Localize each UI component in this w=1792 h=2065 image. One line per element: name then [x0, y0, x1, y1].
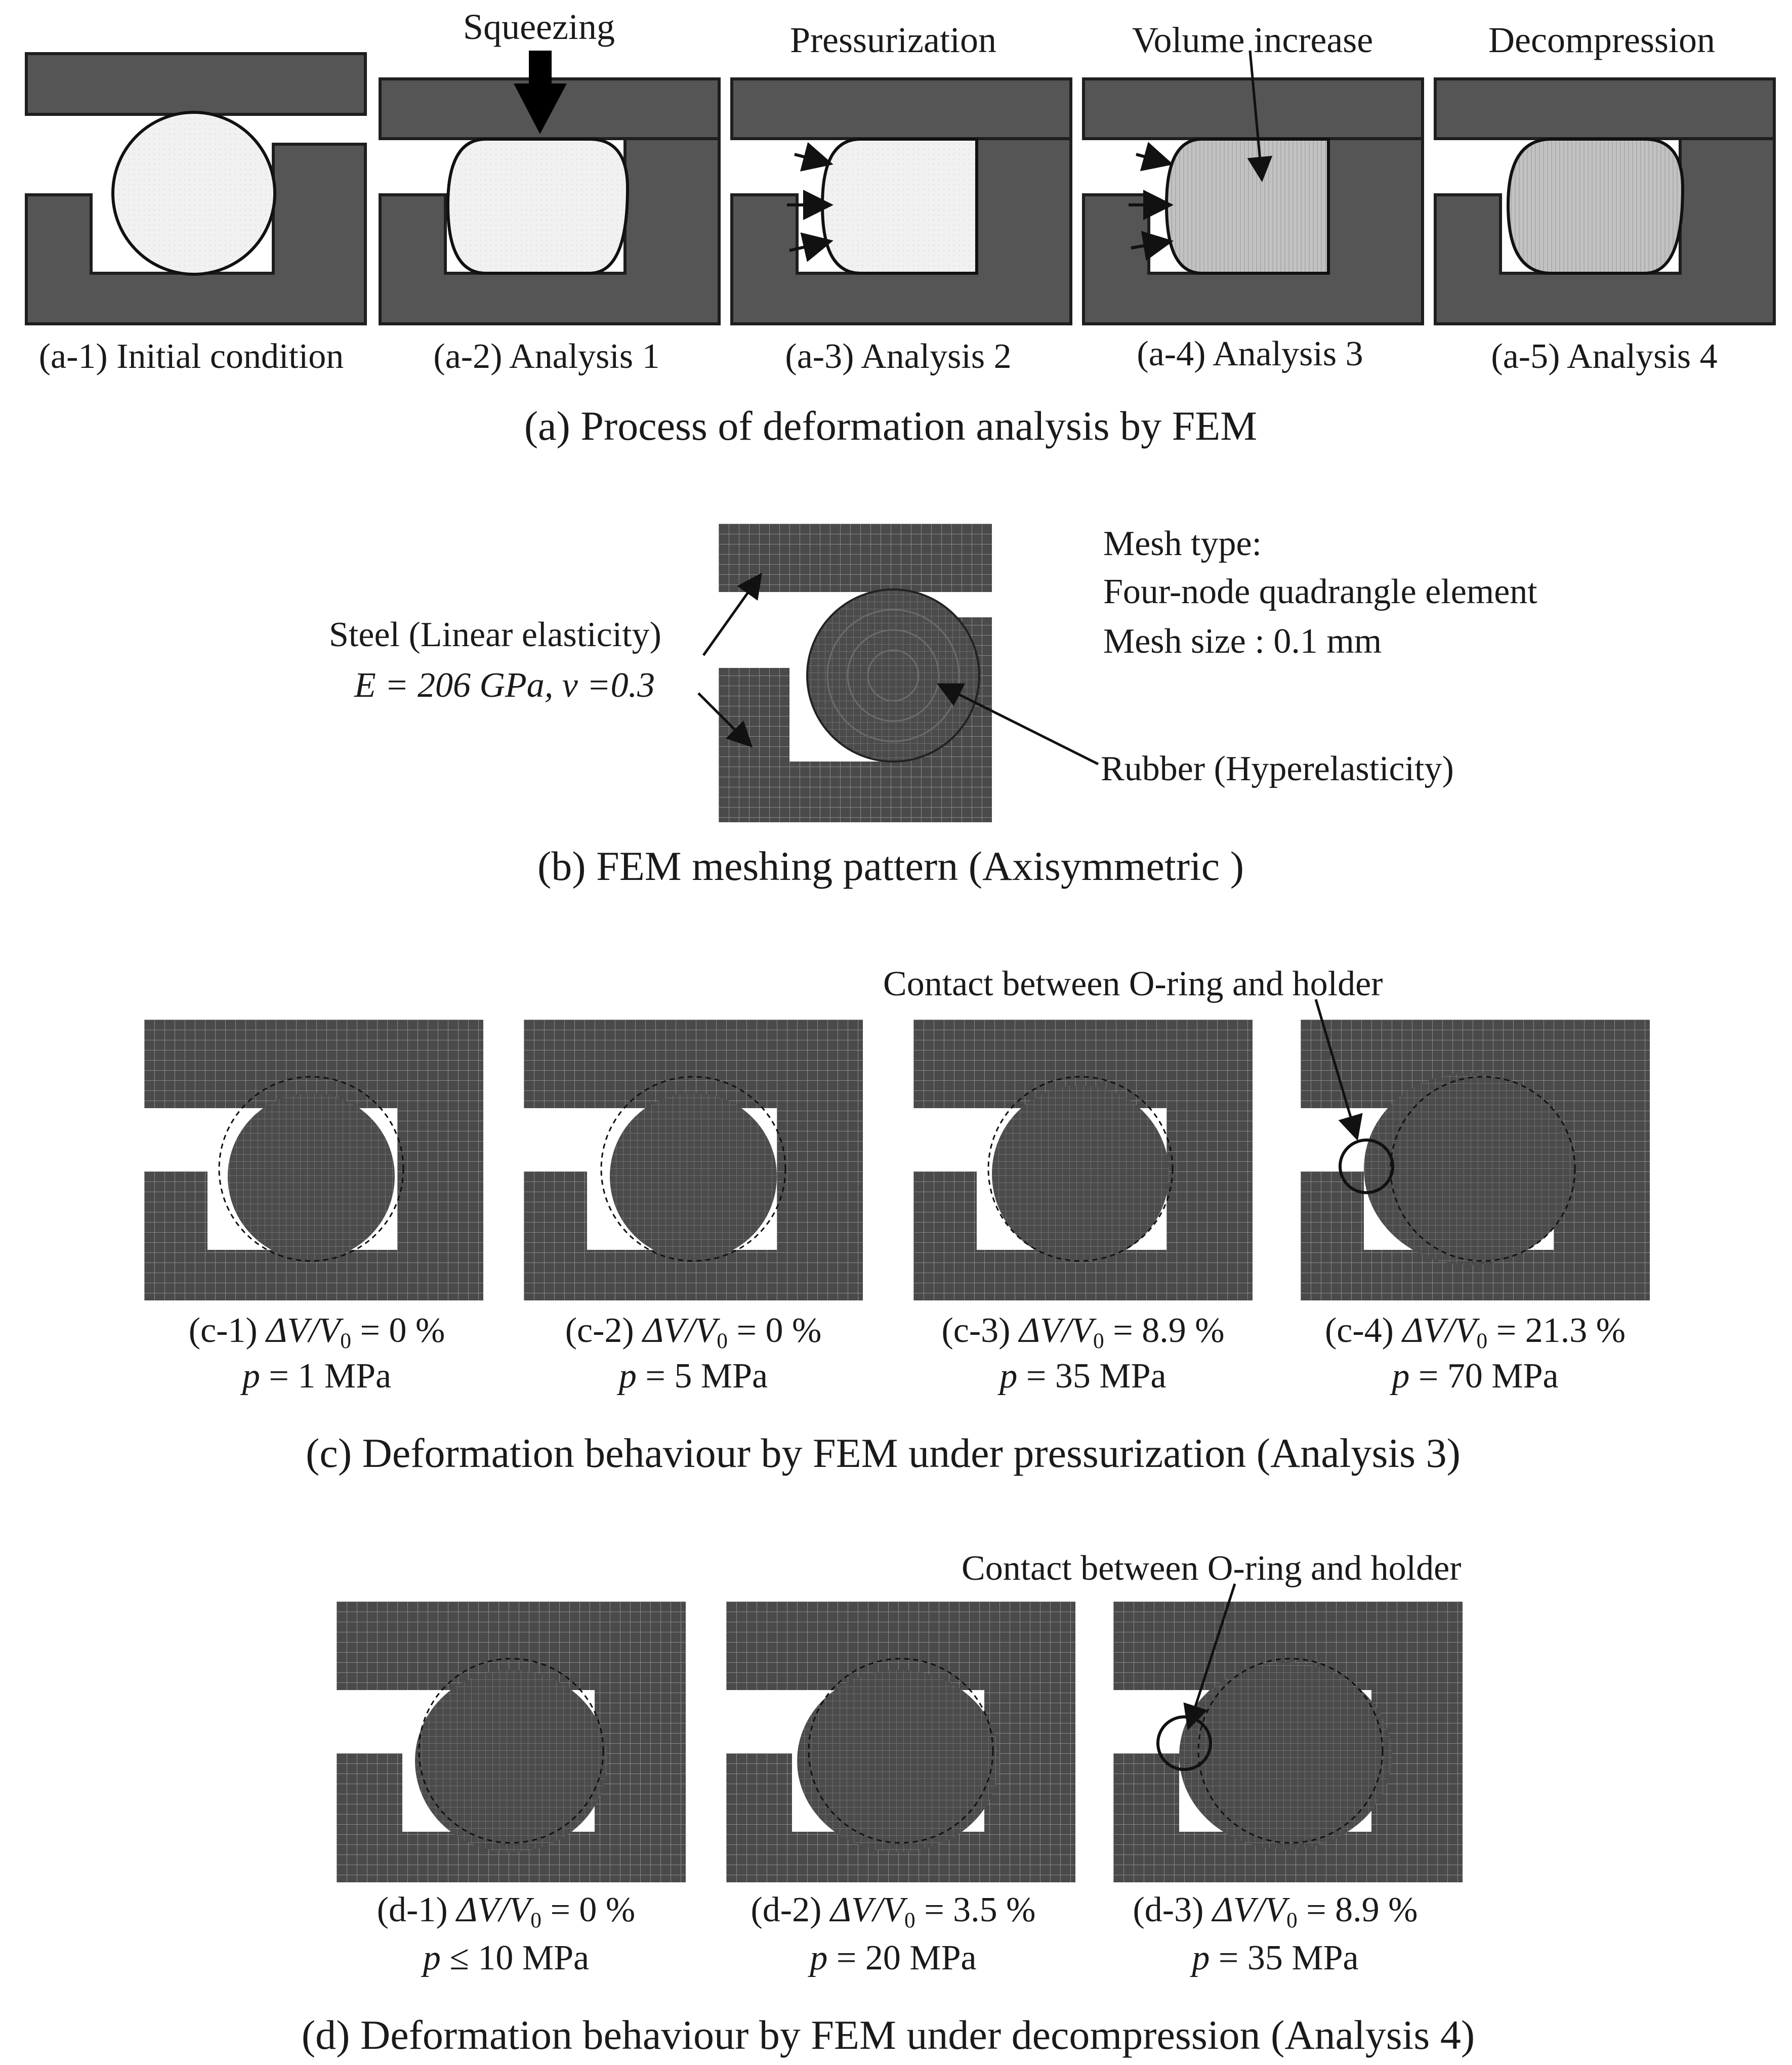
volume-ratio: = 0 %	[360, 1311, 445, 1350]
steel-material-label: Steel (Linear elasticity)	[329, 615, 661, 654]
volume-ratio: = 0 %	[550, 1890, 636, 1929]
section-c-title: (c) Deformation behaviour by FEM under pressurization (Analysis 3)	[306, 1430, 1461, 1476]
volume-ratio: = 21.3 %	[1496, 1311, 1626, 1350]
caption-a5: (a-5) Analysis 4	[1491, 337, 1718, 376]
stage-label-volume-increase: Volume increase	[1132, 20, 1373, 60]
caption-d2-ratio: (d-2) $\Delta V/V_0 = 3.5$ %	[751, 1890, 1036, 1933]
volume-ratio: = 8.9 %	[1306, 1890, 1418, 1929]
pressure-value: = 35 MPa	[1026, 1357, 1166, 1396]
pressure-symbol: p	[1392, 1357, 1410, 1396]
rubber-material-label: Rubber (Hyperelasticity)	[1101, 749, 1454, 788]
caption-d3-pressure	[1192, 1938, 1358, 1978]
section-a-title: (a) Process of deformation analysis by FEM	[524, 403, 1258, 449]
pressure-symbol: p	[423, 1938, 441, 1977]
subscript-0: 0	[340, 1329, 351, 1354]
section-b-title: (b) FEM meshing pattern (Axisymmetric )	[537, 843, 1244, 889]
subscript-0: 0	[1093, 1329, 1104, 1354]
contact-note-d: Contact between O-ring and holder	[962, 1549, 1462, 1588]
caption-d3-ratio: (d-3) $\Delta V/V_0 = 8.9$ %	[1133, 1890, 1418, 1933]
pressure-value: = 35 MPa	[1218, 1938, 1359, 1977]
pressure-value: = 20 MPa	[836, 1938, 977, 1977]
panel-id: (d-1)	[377, 1890, 448, 1929]
caption-d1-pressure	[423, 1938, 589, 1978]
pressure-symbol: p	[242, 1357, 260, 1396]
caption-d2-pressure	[810, 1938, 976, 1978]
subscript-0: 0	[530, 1908, 541, 1933]
panel-id: (c-1)	[188, 1311, 258, 1350]
steel-properties-label: E = 206 GPa, ν =0.3	[354, 666, 655, 705]
pressure-value: = 5 MPa	[645, 1357, 768, 1396]
subscript-0: 0	[717, 1329, 728, 1354]
pressure-value: ≤ 10 MPa	[449, 1938, 590, 1977]
stage-label-pressurization: Pressurization	[790, 20, 996, 60]
pressure-value: = 70 MPa	[1418, 1357, 1559, 1396]
contact-note-c: Contact between O-ring and holder	[883, 964, 1383, 1003]
panel-id: (c-4)	[1324, 1311, 1394, 1350]
caption-a3: (a-3) Analysis 2	[785, 337, 1012, 376]
panel-id: (c-2)	[565, 1311, 634, 1350]
caption-a4: (a-4) Analysis 3	[1137, 334, 1363, 373]
subscript-0: 0	[1286, 1908, 1298, 1933]
pressure-symbol: p	[999, 1357, 1018, 1396]
caption-a2: (a-2) Analysis 1	[433, 337, 660, 376]
caption-d1-ratio: (d-1) $\Delta V/V_0 = 0$ %	[377, 1890, 636, 1933]
mesh-element-label: Four-node quadrangle element	[1103, 572, 1537, 611]
pressure-symbol: p	[810, 1938, 828, 1977]
section-d-title: (d) Deformation behaviour by FEM under decompression (Analysis 4)	[301, 2012, 1475, 2058]
caption-c4-ratio: (c-4) $\Delta V/V_0 = 21.3$ %	[1324, 1311, 1626, 1354]
volume-ratio: = 8.9 %	[1113, 1311, 1225, 1350]
mesh-type-label: Mesh type:	[1103, 524, 1262, 563]
pressure-symbol: p	[1192, 1938, 1210, 1977]
volume-ratio: = 0 %	[736, 1311, 822, 1350]
stage-label-decompression: Decompression	[1488, 20, 1715, 60]
pressure-symbol: p	[618, 1357, 637, 1396]
panel-id: (c-3)	[941, 1311, 1011, 1350]
caption-c2-ratio: (c-2) $\Delta V/V_0 = 0$ %	[565, 1311, 822, 1354]
caption-c3-ratio: (c-3) $\Delta V/V_0 = 8.9$ %	[941, 1311, 1225, 1354]
panel-id: (d-3)	[1133, 1890, 1204, 1929]
panel-id: (d-2)	[751, 1890, 822, 1929]
stage-label-squeezing: Squeezing	[463, 7, 615, 47]
volume-ratio: = 3.5 %	[924, 1890, 1036, 1929]
caption-a1: (a-1) Initial condition	[38, 337, 344, 376]
subscript-0: 0	[1476, 1329, 1488, 1354]
pressure-value: = 1 MPa	[269, 1357, 392, 1396]
subscript-0: 0	[904, 1908, 915, 1933]
mesh-size-label: Mesh size : 0.1 mm	[1103, 622, 1382, 661]
caption-c1-ratio: (c-1) $\Delta V/V_0 = 0$ %	[188, 1311, 445, 1354]
